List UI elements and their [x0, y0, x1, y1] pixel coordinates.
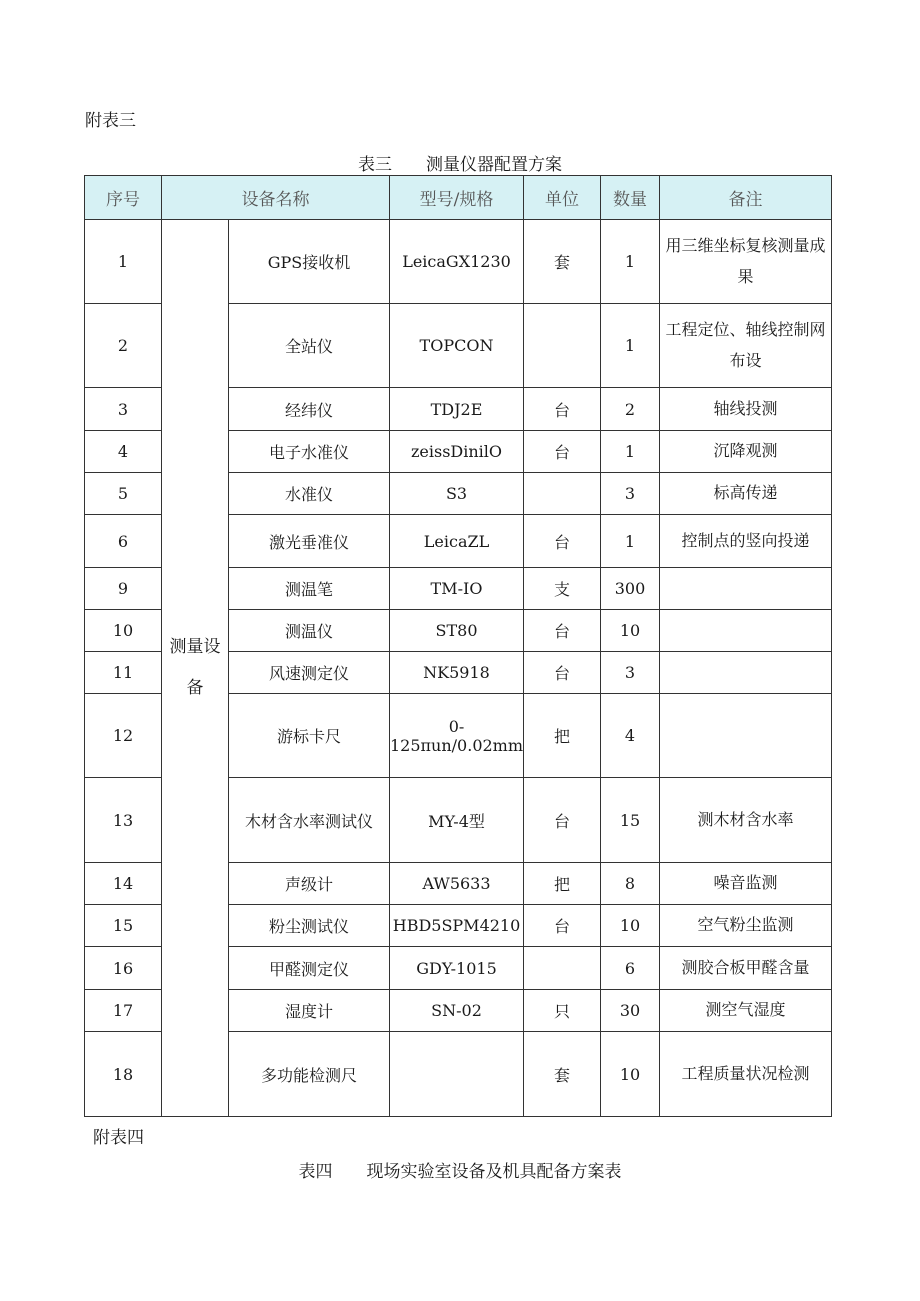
- remark: 测木材含水率: [660, 778, 832, 863]
- device-name: 风速测定仪: [229, 652, 390, 694]
- device-name: 木材含水率测试仪: [229, 778, 390, 863]
- device-name: 湿度计: [229, 990, 390, 1032]
- device-name: 全站仪: [229, 304, 390, 388]
- quantity: 1: [601, 220, 660, 304]
- remark: [660, 610, 832, 652]
- unit: 把: [524, 694, 601, 778]
- remark: 噪音监测: [660, 863, 832, 905]
- row-number: 15: [85, 905, 162, 947]
- quantity: 3: [601, 652, 660, 694]
- quantity: 4: [601, 694, 660, 778]
- model-spec: HBD5SPM4210: [390, 905, 524, 947]
- remark: 空气粉尘监测: [660, 905, 832, 947]
- quantity: 30: [601, 990, 660, 1032]
- table-row: [85, 220, 832, 304]
- header-unit: 单位: [524, 176, 601, 220]
- remark: 轴线投测: [660, 388, 832, 431]
- model-spec: S3: [390, 473, 524, 515]
- instrument-table: [84, 175, 832, 1117]
- device-name: 多功能检测尺: [229, 1032, 390, 1117]
- unit: 支: [524, 568, 601, 610]
- header-remark: 备注: [660, 176, 832, 220]
- table-3-title: 表三 测量仪器配置方案: [358, 155, 562, 175]
- remark: 标高传递: [660, 473, 832, 515]
- row-number: 13: [85, 778, 162, 863]
- quantity: 10: [601, 905, 660, 947]
- device-name: 水准仪: [229, 473, 390, 515]
- device-name: 声级计: [229, 863, 390, 905]
- device-name: 粉尘测试仪: [229, 905, 390, 947]
- unit: [524, 947, 601, 990]
- device-name: 甲醛测定仪: [229, 947, 390, 990]
- model-spec: TDJ2E: [390, 388, 524, 431]
- row-number: 2: [85, 304, 162, 388]
- quantity: 300: [601, 568, 660, 610]
- row-number: 4: [85, 431, 162, 473]
- row-number: 18: [85, 1032, 162, 1117]
- device-name: 经纬仪: [229, 388, 390, 431]
- model-spec: zeissDinilO: [390, 431, 524, 473]
- quantity: 2: [601, 388, 660, 431]
- unit: [524, 304, 601, 388]
- row-number: 14: [85, 863, 162, 905]
- model-spec: LeicaZL: [390, 515, 524, 568]
- unit: 台: [524, 515, 601, 568]
- row-number: 11: [85, 652, 162, 694]
- group-label: 测量设备: [162, 220, 229, 1117]
- quantity: 10: [601, 1032, 660, 1117]
- unit: [524, 473, 601, 515]
- row-number: 10: [85, 610, 162, 652]
- model-spec: LeicaGX1230: [390, 220, 524, 304]
- row-number: 17: [85, 990, 162, 1032]
- quantity: 10: [601, 610, 660, 652]
- model-spec: MY-4型: [390, 778, 524, 863]
- device-name: 激光垂准仪: [229, 515, 390, 568]
- row-number: 1: [85, 220, 162, 304]
- unit: 台: [524, 610, 601, 652]
- device-name: GPS接收机: [229, 220, 390, 304]
- unit: 台: [524, 431, 601, 473]
- unit: 台: [524, 388, 601, 431]
- header-model: 型号/规格: [390, 176, 524, 220]
- model-spec: [390, 1032, 524, 1117]
- remark: 控制点的竖向投递: [660, 515, 832, 568]
- row-number: 5: [85, 473, 162, 515]
- remark: 工程质量状况检测: [660, 1032, 832, 1117]
- row-number: 3: [85, 388, 162, 431]
- quantity: 1: [601, 515, 660, 568]
- quantity: 15: [601, 778, 660, 863]
- model-spec: ST80: [390, 610, 524, 652]
- header-name: 设备名称: [162, 176, 390, 220]
- row-number: 9: [85, 568, 162, 610]
- remark: 测胶合板甲醛含量: [660, 947, 832, 990]
- header-qty: 数量: [601, 176, 660, 220]
- unit: 台: [524, 905, 601, 947]
- model-spec: NK5918: [390, 652, 524, 694]
- header-row: [85, 176, 832, 220]
- row-number: 16: [85, 947, 162, 990]
- unit: 只: [524, 990, 601, 1032]
- remark: [660, 652, 832, 694]
- model-spec: 0-125πun∕0.02mm: [390, 694, 524, 778]
- model-spec: GDY-1015: [390, 947, 524, 990]
- remark: 工程定位、轴线控制网布设: [660, 304, 832, 388]
- header-no: 序号: [85, 176, 162, 220]
- unit: 台: [524, 778, 601, 863]
- unit: 台: [524, 652, 601, 694]
- model-spec: SN-02: [390, 990, 524, 1032]
- model-spec: AW5633: [390, 863, 524, 905]
- model-spec: TM-IO: [390, 568, 524, 610]
- device-name: 游标卡尺: [229, 694, 390, 778]
- remark: [660, 694, 832, 778]
- quantity: 8: [601, 863, 660, 905]
- quantity: 1: [601, 304, 660, 388]
- row-number: 12: [85, 694, 162, 778]
- unit: 套: [524, 1032, 601, 1117]
- device-name: 测温笔: [229, 568, 390, 610]
- appendix-3-label: 附表三: [85, 111, 136, 131]
- quantity: 1: [601, 431, 660, 473]
- remark: 用三维坐标复核测量成果: [660, 220, 832, 304]
- remark: 沉降观测: [660, 431, 832, 473]
- unit: 把: [524, 863, 601, 905]
- model-spec: TOPCON: [390, 304, 524, 388]
- device-name: 测温仪: [229, 610, 390, 652]
- remark: 测空气湿度: [660, 990, 832, 1032]
- appendix-4-label: 附表四: [93, 1128, 144, 1148]
- row-number: 6: [85, 515, 162, 568]
- unit: 套: [524, 220, 601, 304]
- remark: [660, 568, 832, 610]
- device-name: 电子水准仪: [229, 431, 390, 473]
- quantity: 3: [601, 473, 660, 515]
- table-4-title: 表四 现场实验室设备及机具配备方案表: [298, 1162, 622, 1182]
- quantity: 6: [601, 947, 660, 990]
- table-body: [85, 220, 832, 1117]
